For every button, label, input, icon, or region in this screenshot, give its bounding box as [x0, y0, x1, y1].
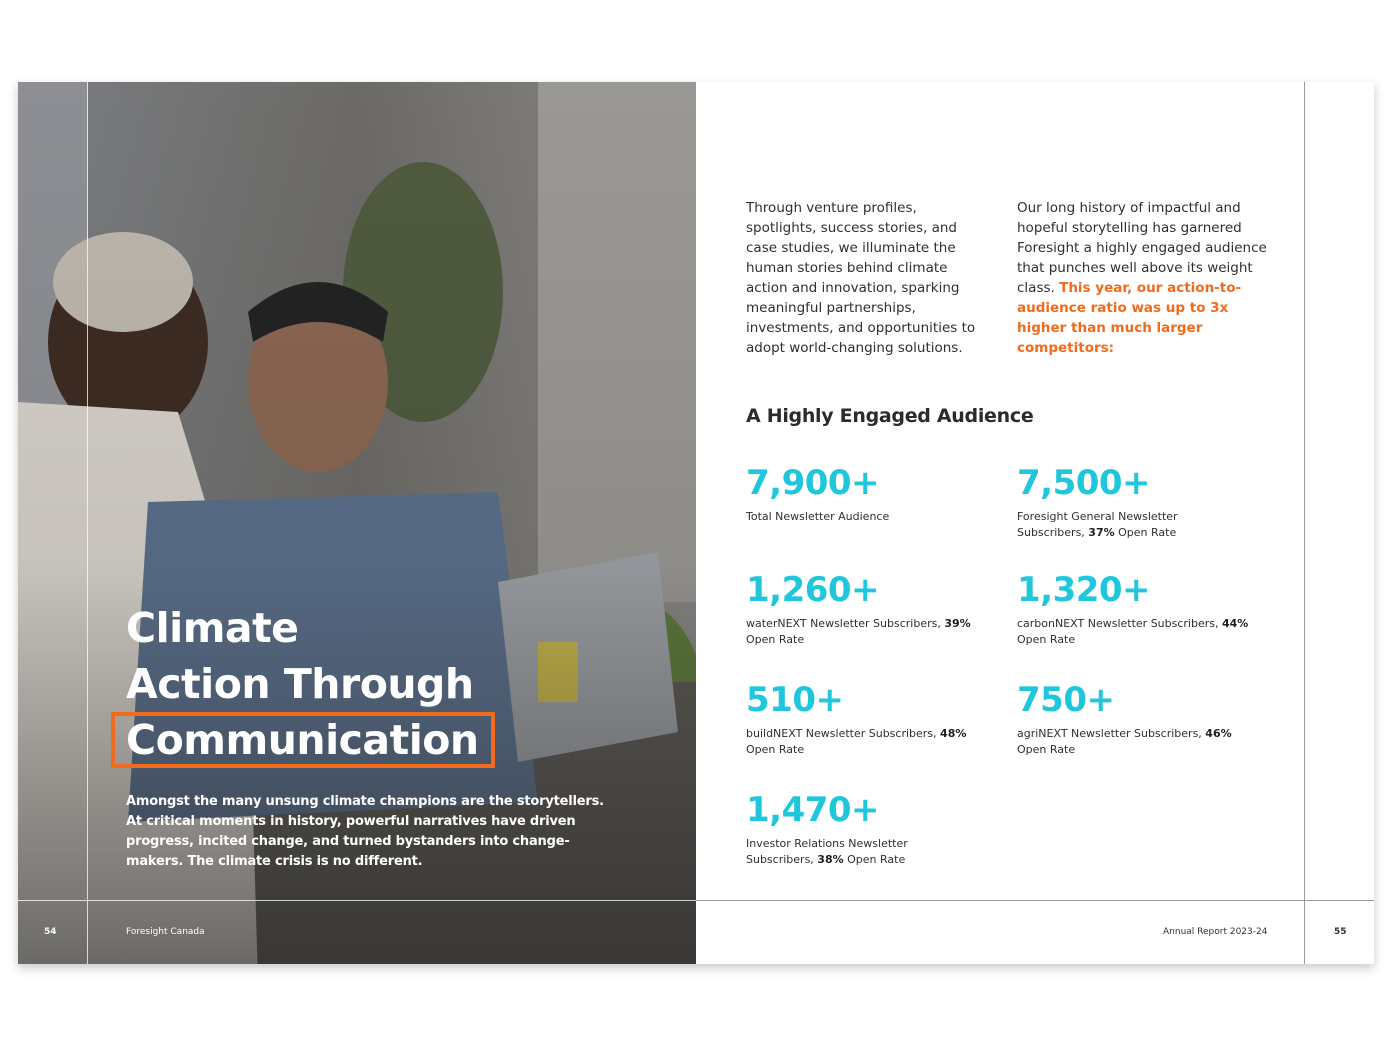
paragraph-text: Our long history of impactful and hopeful storytelling has garnered Foresight a highly engaged audience that punches well above its weight class.	[1017, 200, 1267, 296]
stat-agrinext	[1017, 680, 1257, 758]
section-title: A Highly Engaged Audience	[746, 405, 1034, 427]
stat-buildnext	[746, 680, 986, 758]
stat-foresight-general	[1017, 463, 1217, 541]
stat-label	[746, 616, 986, 648]
stat-value: 750+	[1017, 680, 1115, 720]
stat-label-suffix: Open Rate	[843, 853, 906, 866]
highlighted-text: This year, our action-to-audience ratio was up to 3x higher than much larger competitors:	[1017, 280, 1242, 356]
title-line-1: Climate	[126, 604, 299, 652]
stat-label	[1017, 616, 1257, 648]
stat-value: 1,320+	[1017, 570, 1151, 610]
page-title	[126, 600, 495, 768]
guide-line-horizontal	[18, 900, 696, 901]
stat-label	[746, 726, 986, 758]
right-page	[696, 82, 1374, 964]
stat-label-text: Foresight General Newsletter Subscribers,	[1017, 510, 1178, 539]
stat-label	[746, 836, 946, 868]
stat-value: 1,260+	[746, 570, 880, 610]
stat-total-audience	[746, 463, 1006, 525]
page-number-right: 55	[1334, 927, 1347, 937]
stat-label	[1017, 726, 1257, 758]
stat-label-suffix: Open Rate	[746, 743, 805, 756]
stat-label-suffix: Open Rate	[1017, 633, 1076, 646]
stat-label-text: waterNEXT Newsletter Subscribers,	[746, 617, 945, 630]
stat-carbonnext	[1017, 570, 1257, 648]
left-page	[18, 82, 696, 964]
stat-open-rate: 46%	[1205, 727, 1232, 740]
stat-waternext	[746, 570, 986, 648]
stat-label-text: agriNEXT Newsletter Subscribers,	[1017, 727, 1206, 740]
stat-label-text: Investor Relations Newsletter Subscribers,	[746, 837, 908, 866]
body-paragraph-1: Through venture profiles, spotlights, success stories, and case studies, we illuminate the human stories behind climate action and innovation, sparking meaningful partnerships, investments, and opportunities to adopt world-changing solutions.	[746, 200, 976, 356]
stat-open-rate: 44%	[1221, 617, 1249, 630]
body-paragraph-2	[1017, 198, 1277, 358]
footer-report-title: Annual Report 2023-24	[1163, 927, 1268, 937]
stat-label-text: Total Newsletter Audience	[746, 510, 890, 523]
guide-line-vertical	[1304, 82, 1305, 964]
stat-open-rate: 48%	[940, 727, 967, 740]
stat-label-suffix: Open Rate	[1114, 526, 1177, 539]
page-number-left: 54	[44, 927, 57, 937]
stat-label-text: carbonNEXT Newsletter Subscribers,	[1017, 617, 1222, 630]
report-spread	[18, 82, 1374, 964]
title-line-2: Action Through	[126, 660, 474, 708]
stat-open-rate: 39%	[944, 617, 971, 630]
stat-investor-relations	[746, 790, 946, 868]
guide-line-vertical	[87, 82, 88, 964]
stat-label	[1017, 509, 1217, 541]
stat-label	[746, 509, 1006, 525]
intro-paragraph: Amongst the many unsung climate champions are the storytellers. At critical moments in history, powerful narratives have driven progress, incited change, and turned bystanders into change-makers. The climate crisis is no different.	[126, 794, 604, 869]
stat-open-rate: 38%	[817, 853, 844, 866]
guide-line-horizontal	[696, 900, 1374, 901]
stat-value: 7,500+	[1017, 463, 1151, 503]
stat-value: 1,470+	[746, 790, 880, 830]
stat-label-suffix: Open Rate	[746, 633, 805, 646]
stat-value: 7,900+	[746, 463, 880, 503]
footer-organization: Foresight Canada	[126, 927, 205, 937]
stat-label-text: buildNEXT Newsletter Subscribers,	[746, 727, 941, 740]
stat-value: 510+	[746, 680, 844, 720]
title-line-3-highlighted: Communication	[111, 712, 495, 768]
stat-open-rate: 37%	[1088, 526, 1115, 539]
stat-label-suffix: Open Rate	[1017, 743, 1076, 756]
